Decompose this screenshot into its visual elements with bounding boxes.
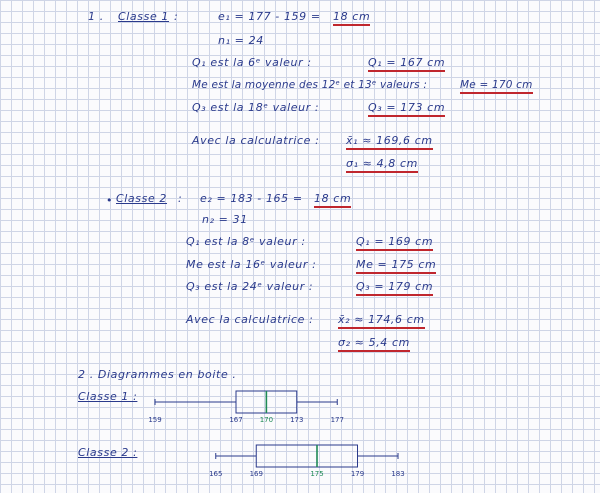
class2-title: Classe 2 xyxy=(116,192,168,205)
boxplot2-q1-label: 169 xyxy=(249,470,263,478)
boxplot-class2 xyxy=(209,445,405,478)
class2-count: n₂ = 31 xyxy=(202,213,248,226)
boxplot2-label: Classe 2 : xyxy=(78,446,138,459)
boxplot1-label: Classe 1 : xyxy=(78,390,138,403)
class2-q1-result: Q₁ = 169 cm xyxy=(356,235,433,251)
class1-q3-result: Q₃ = 173 cm xyxy=(368,101,445,117)
class1-sd-result: σ₁ ≈ 4,8 cm xyxy=(346,157,418,173)
class2-median-result: Me = 175 cm xyxy=(356,258,436,274)
class1-count: n₁ = 24 xyxy=(218,34,264,47)
class2-mean-result: x̄₂ ≈ 174,6 cm xyxy=(338,313,425,329)
boxplot-class1 xyxy=(148,391,344,424)
class1-q3-text: Q₃ est la 18ᵉ valeur : xyxy=(192,101,320,114)
boxplot2-median-label: 175 xyxy=(310,470,324,478)
class2-q1-text: Q₁ est la 8ᵉ valeur : xyxy=(186,235,306,248)
class1-colon: : xyxy=(174,10,179,23)
boxplot2-min-label: 165 xyxy=(209,470,223,478)
boxplot2-q3-label: 179 xyxy=(350,470,365,478)
boxplot2-box xyxy=(256,445,357,467)
class2-calculator-text: Avec la calculatrice : xyxy=(186,313,314,326)
class2-q3-result: Q₃ = 179 cm xyxy=(356,280,433,296)
class2-colon: : xyxy=(178,192,183,205)
boxplot2-max-label: 183 xyxy=(391,470,405,478)
boxplot1-q1-label: 167 xyxy=(229,416,243,424)
class1-range-expression: e₁ = 177 - 159 = xyxy=(218,10,321,23)
class2-q3-text: Q₃ est la 24ᵉ valeur : xyxy=(186,280,314,293)
class2-range-expression: e₂ = 183 - 165 = xyxy=(200,192,303,205)
boxplot1-median-label: 170 xyxy=(259,416,274,424)
class1-q1-text: Q₁ est la 6ᵉ valeur : xyxy=(192,56,312,69)
boxplot1-max-label: 177 xyxy=(330,416,344,424)
part2-heading: 2 . Diagrammes en boite . xyxy=(78,368,237,381)
class2-bullet: • xyxy=(106,194,114,207)
class1-title: Classe 1 xyxy=(118,10,170,23)
part1-number: 1 . xyxy=(88,10,104,23)
boxplot1-q3-label: 173 xyxy=(290,416,304,424)
class1-median-result: Me = 170 cm xyxy=(460,79,533,94)
class1-range-result: 18 cm xyxy=(333,10,370,26)
class2-median-text: Me est la 16ᵉ valeur : xyxy=(186,258,317,271)
boxplot1-min-label: 159 xyxy=(148,416,162,424)
class2-sd-result: σ₂ ≈ 5,4 cm xyxy=(338,336,410,352)
class1-q1-result: Q₁ = 167 cm xyxy=(368,56,445,72)
class2-range-result: 18 cm xyxy=(314,192,351,208)
class1-calculator-text: Avec la calculatrice : xyxy=(192,134,320,147)
class1-mean-result: x̄₁ ≈ 169,6 cm xyxy=(346,134,433,150)
class1-median-text: Me est la moyenne des 12ᵉ et 13ᵉ valeurs : xyxy=(192,79,428,91)
